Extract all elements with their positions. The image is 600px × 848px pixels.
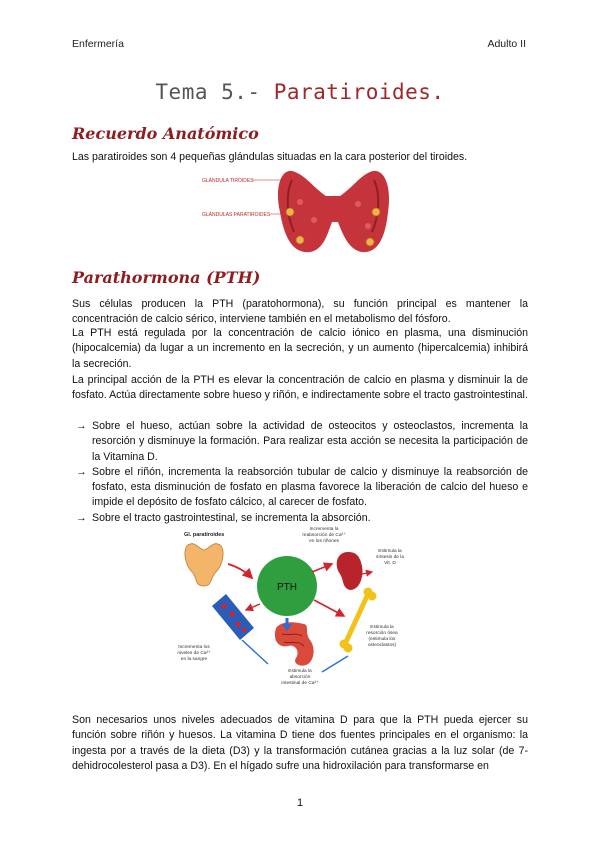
list-item bbox=[72, 465, 528, 511]
page-number: 1 bbox=[296, 797, 304, 809]
pth-paragraph-3: La principal acción de la PTH es elevar la concentración de calcio en plasma y disminuir la de fosfato. Actúa directamente sobre hueso y riñón, e indirectamente sobre el tracto gastrointestinal. bbox=[72, 374, 528, 402]
list-item bbox=[72, 419, 528, 465]
section-heading-anatomy: Recuerdo Anatómico bbox=[72, 124, 259, 143]
kidney-to-vitd-arrow bbox=[362, 572, 372, 574]
blood-vessel-icon bbox=[212, 594, 254, 640]
kidney-label-line2: reabsorción de Ca²⁺ bbox=[302, 533, 346, 538]
arrow-icon: → bbox=[76, 511, 87, 524]
title-part1: Tema 5.- bbox=[155, 80, 261, 104]
header-right: Adulto II bbox=[487, 38, 526, 50]
intestine-to-blood-arrow bbox=[242, 640, 268, 664]
bone-label-line2: resorción ósea bbox=[366, 631, 398, 636]
parathyroid-label: GLÁNDULAS PARATIROIDES bbox=[202, 212, 271, 218]
bullet-text-kidney: Sobre el riñón, incrementa la reabsorción tubular de calcio y disminuye la reabsorción de fosfato, esta disminución de fosfato en plasma favorece la liberación de calcio del hueso e impide el depósito de fosfato cálcico, al carecer de fosfato. bbox=[92, 465, 528, 509]
anatomy-text: Las paratiroides son 4 pequeñas glándulas situadas en la cara posterior del tiroides. bbox=[72, 151, 468, 163]
arrow-icon: → bbox=[76, 420, 87, 432]
bullet-text-gi: Sobre el tracto gastrointestinal, se incrementa la absorción. bbox=[92, 511, 371, 524]
section-heading-pth: Parathormona (PTH) bbox=[72, 268, 261, 287]
pth-to-kidney-arrow bbox=[312, 564, 332, 572]
bone-label-line4: osteoclastos) bbox=[367, 643, 397, 648]
kidney-label-line1: Incrementa la bbox=[309, 527, 339, 532]
blood-label-line3: en la sangre bbox=[180, 657, 208, 662]
gland-to-pth-arrow bbox=[228, 564, 252, 578]
arrow-icon: → bbox=[76, 465, 87, 478]
kidney-label-line3: en los riñones bbox=[309, 539, 339, 544]
gland-label: Gl. paratiroides bbox=[184, 532, 225, 538]
intestine-label-line2: absorción bbox=[289, 675, 311, 680]
bone-label-line1: Estimula la bbox=[370, 625, 394, 630]
parathyroid-gland-icon bbox=[185, 544, 223, 586]
blood-label-line2: niveles de Ca²⁺ bbox=[177, 651, 211, 656]
intestine-label-line1: Estimula la bbox=[288, 669, 312, 674]
pth-paragraph-2: La PTH está regulada por la concentración de calcio iónico en plasma, una disminución (hipocalcemia) da lugar a un incremento en la secreción, y un aumento (hipercalcemia) inhibirá la secreción. bbox=[72, 327, 528, 370]
vitd-label-line2: síntesis de la bbox=[376, 555, 404, 560]
pth-to-bone-arrow bbox=[314, 600, 344, 616]
bone-to-intestine-arrow bbox=[322, 656, 348, 672]
pth-paragraph-1: Sus células producen la PTH (paratohormona), su función principal es mantener la concentración de calcio sérico, interviene también en el metabolismo del fósforo. bbox=[72, 298, 528, 326]
vitd-label-line3: Vit. D bbox=[384, 561, 396, 566]
bone-label-line3: (estimula los bbox=[368, 637, 396, 642]
pth-actions-list bbox=[72, 419, 528, 526]
intestine-icon bbox=[275, 622, 314, 665]
blood-label-line1: Incrementa los bbox=[178, 645, 210, 650]
bullet-text-bone: Sobre el hueso, actúan sobre la actividad de osteocitos y osteoclastos, incrementa la resorción y disminuye la formación. Para realizar esta acción se necesita la participación de la Vitamina D. bbox=[92, 420, 528, 463]
title-part2: Paratiroides. bbox=[273, 80, 445, 104]
pth-action-diagram bbox=[172, 524, 422, 694]
pth-paragraph-4: Son necesarios unos niveles adecuados de vitamina D para que la PTH pueda ejercer su función sobre riñón y huesos. La vitamina D tiene dos fuentes principales en el organismo: la ingesta por a través de la dieta (D3) y la transformación cutánea gracias a la luz solar (de 7-dehidrocolesterol pasa a D3). En el hígado sufre una hidroxilación para transformarse en bbox=[72, 714, 528, 772]
page-title bbox=[0, 80, 600, 104]
kidney-icon bbox=[337, 552, 363, 590]
intestine-label-line3: intestinal de Ca²⁺ bbox=[281, 681, 319, 686]
header-left: Enfermería bbox=[72, 38, 124, 50]
vitd-label-line1: Estimula la bbox=[378, 549, 402, 554]
pth-circle-label: PTH bbox=[277, 582, 297, 593]
thyroid-illustration bbox=[200, 162, 400, 260]
pth-to-blood-arrow bbox=[246, 604, 260, 610]
thyroid-label: GLÁNDULA TIROIDES bbox=[202, 178, 254, 184]
